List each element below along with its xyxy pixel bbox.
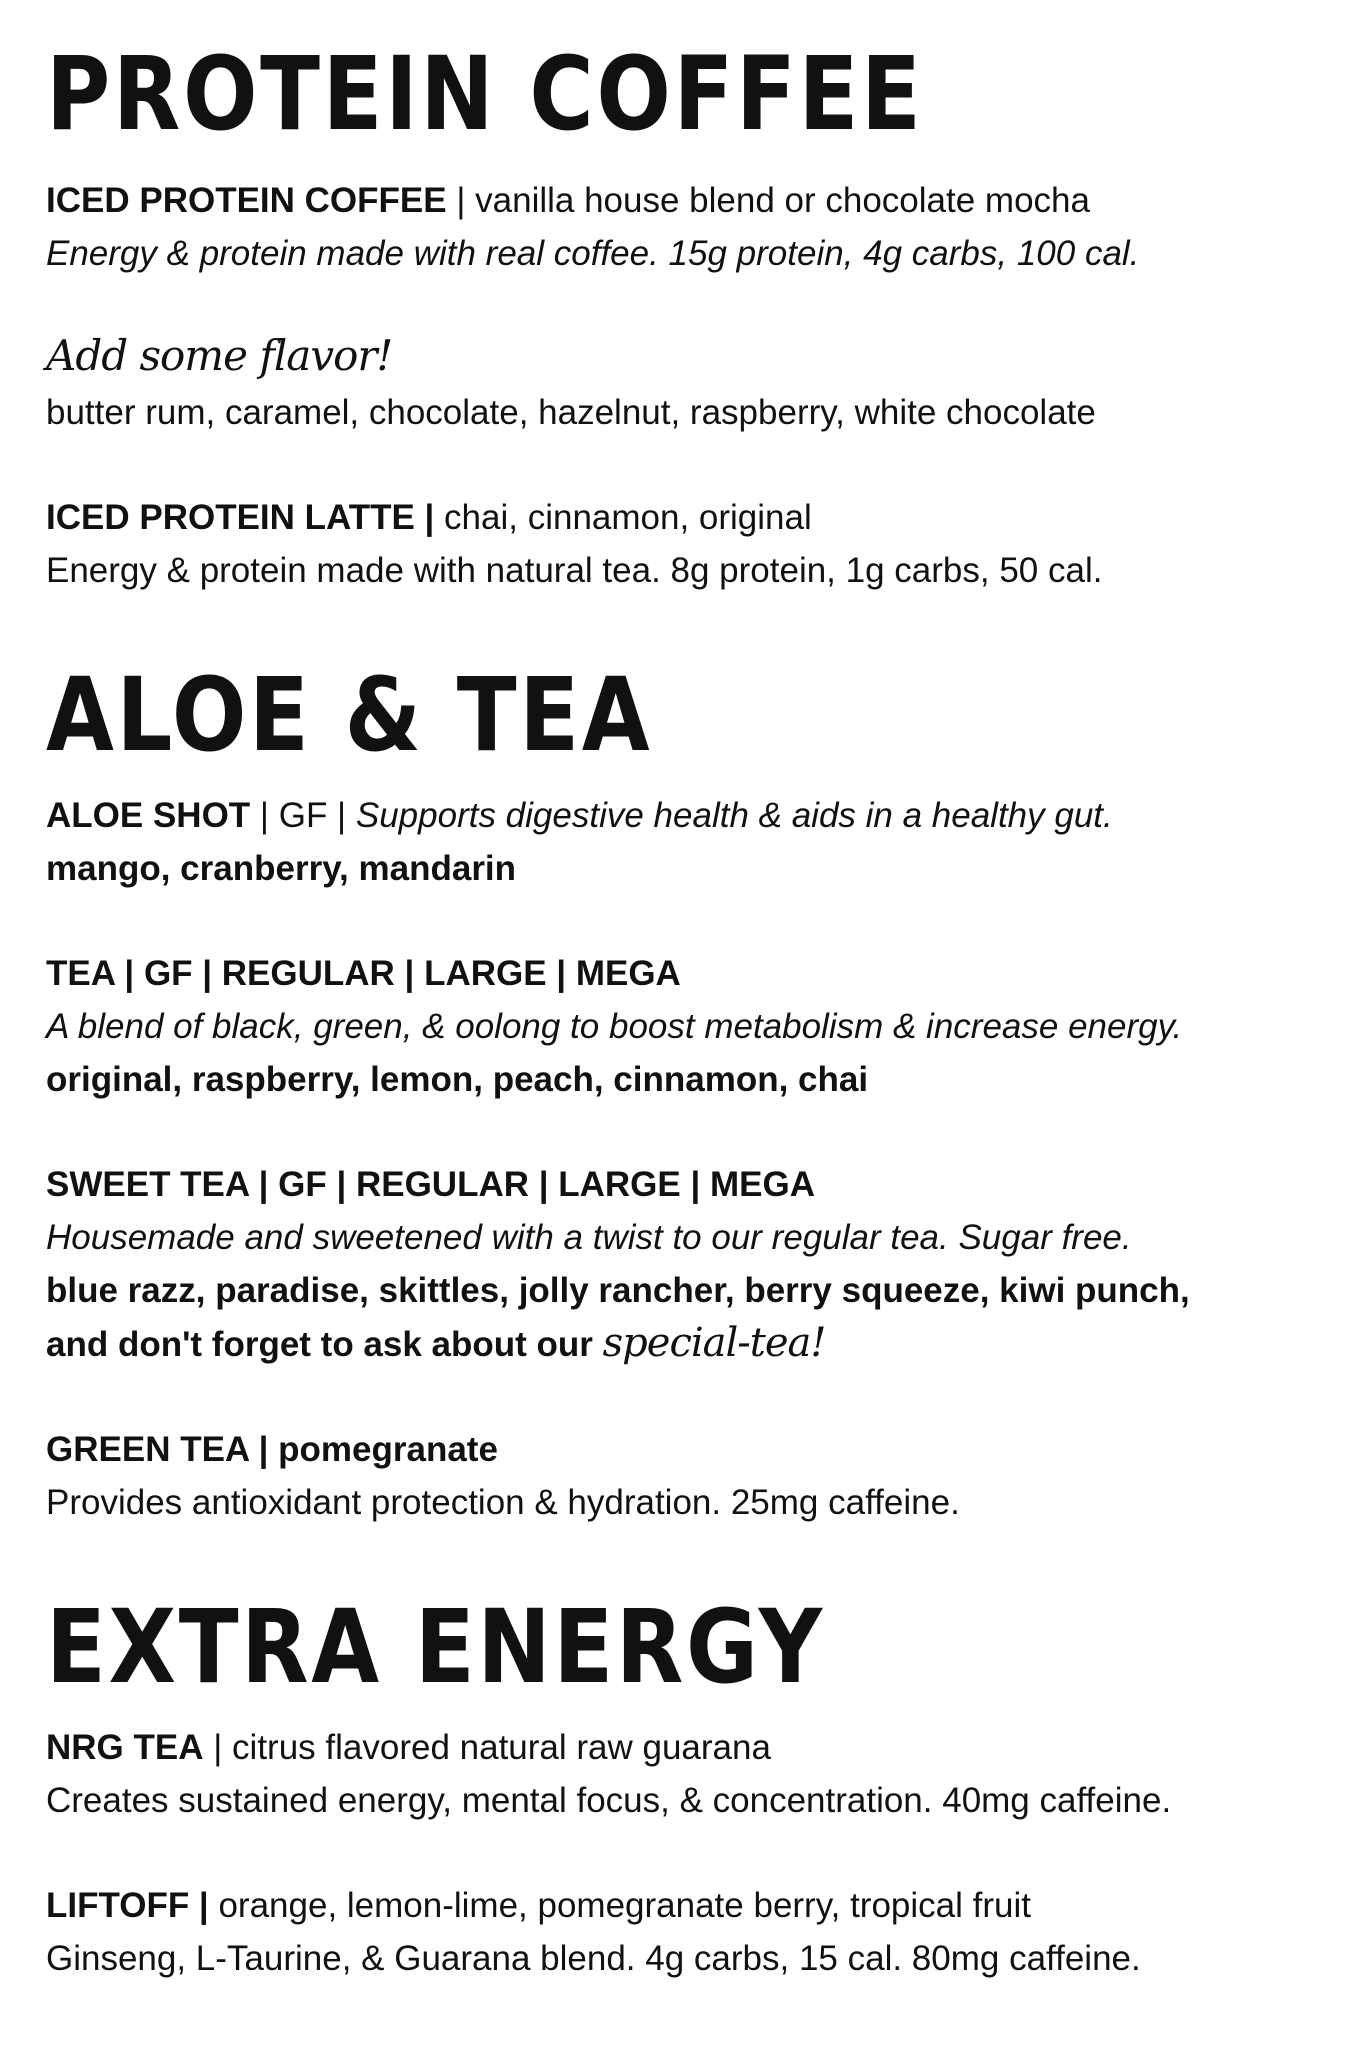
- extra-energy-title: EXTRA ENERGY: [46, 1588, 825, 1707]
- iced-protein-latte-name: ICED PROTEIN LATTE |: [46, 498, 435, 537]
- green-tea-description: Provides antioxidant protection & hydration. 25mg caffeine.: [46, 1483, 960, 1522]
- sweet-tea-description: Housemade and sweetened with a twist to our regular tea. Sugar free.: [46, 1218, 1132, 1257]
- tea-flavors: original, raspberry, lemon, peach, cinnamon, chai: [46, 1060, 869, 1099]
- menu-page: [46, 35, 1346, 1985]
- protein-coffee-section-title-wrap: [46, 35, 1346, 154]
- iced-protein-coffee-separator: |: [446, 181, 476, 220]
- special-tea-script: special-tea!: [602, 1320, 826, 1366]
- aloe-shot-item: [46, 789, 1346, 842]
- tea-name: TEA | GF | REGULAR | LARGE | MEGA: [46, 954, 681, 993]
- aloe-shot-name: ALOE SHOT: [46, 796, 251, 835]
- green-tea-name: GREEN TEA | pomegranate: [46, 1430, 498, 1469]
- sweet-tea-ask-text: and don't forget to ask about our: [46, 1325, 603, 1364]
- aloe-tea-title: ALOE & TEA: [46, 656, 653, 775]
- liftoff-description: Ginseng, L-Taurine, & Guarana blend. 4g carbs, 15 cal. 80mg caffeine.: [46, 1939, 1141, 1978]
- add-flavor-heading: Add some flavor!: [46, 331, 393, 380]
- iced-protein-coffee-name: ICED PROTEIN COFFEE: [46, 181, 447, 220]
- nrg-tea-description: Creates sustained energy, mental focus, & concentration. 40mg caffeine.: [46, 1781, 1172, 1820]
- tea-description: A blend of black, green, & oolong to boost metabolism & increase energy.: [46, 1007, 1183, 1046]
- iced-protein-latte-flavors: chai, cinnamon, original: [434, 498, 812, 537]
- nrg-tea-separator: |: [203, 1728, 233, 1767]
- iced-protein-latte-description: Energy & protein made with natural tea. 8g protein, 1g carbs, 50 cal.: [46, 551, 1103, 590]
- sweet-tea-ask-line: [46, 1317, 1346, 1371]
- sweet-tea-name: SWEET TEA | GF | REGULAR | LARGE | MEGA: [46, 1165, 815, 1204]
- nrg-tea-name: NRG TEA: [46, 1728, 204, 1767]
- aloe-shot-flavors: mango, cranberry, mandarin: [46, 849, 517, 888]
- aloe-shot-description: Supports digestive health & aids in a healthy gut.: [355, 796, 1113, 835]
- iced-protein-coffee-item: [46, 174, 1346, 227]
- aloe-shot-tag: | GF |: [250, 796, 356, 835]
- sweet-tea-flavors: blue razz, paradise, skittles, jolly rancher, berry squeeze, kiwi punch,: [46, 1271, 1190, 1310]
- liftoff-item: [46, 1879, 1346, 1932]
- extra-energy-section-title-wrap: [46, 1588, 1346, 1707]
- liftoff-name: LIFTOFF |: [46, 1886, 209, 1925]
- nrg-tea-flavors: citrus flavored natural raw guarana: [232, 1728, 771, 1767]
- iced-protein-coffee-flavors: vanilla house blend or chocolate mocha: [475, 181, 1090, 220]
- iced-protein-coffee-description: Energy & protein made with real coffee. 15g protein, 4g carbs, 100 cal.: [46, 234, 1140, 273]
- nrg-tea-item: [46, 1721, 1346, 1774]
- liftoff-flavors: orange, lemon-lime, pomegranate berry, tropical fruit: [208, 1886, 1031, 1925]
- aloe-tea-section-title-wrap: [46, 656, 1346, 775]
- add-flavor-list: butter rum, caramel, chocolate, hazelnut, raspberry, white chocolate: [46, 393, 1096, 432]
- iced-protein-latte-item: [46, 491, 1346, 544]
- protein-coffee-title: PROTEIN COFFEE: [46, 35, 924, 154]
